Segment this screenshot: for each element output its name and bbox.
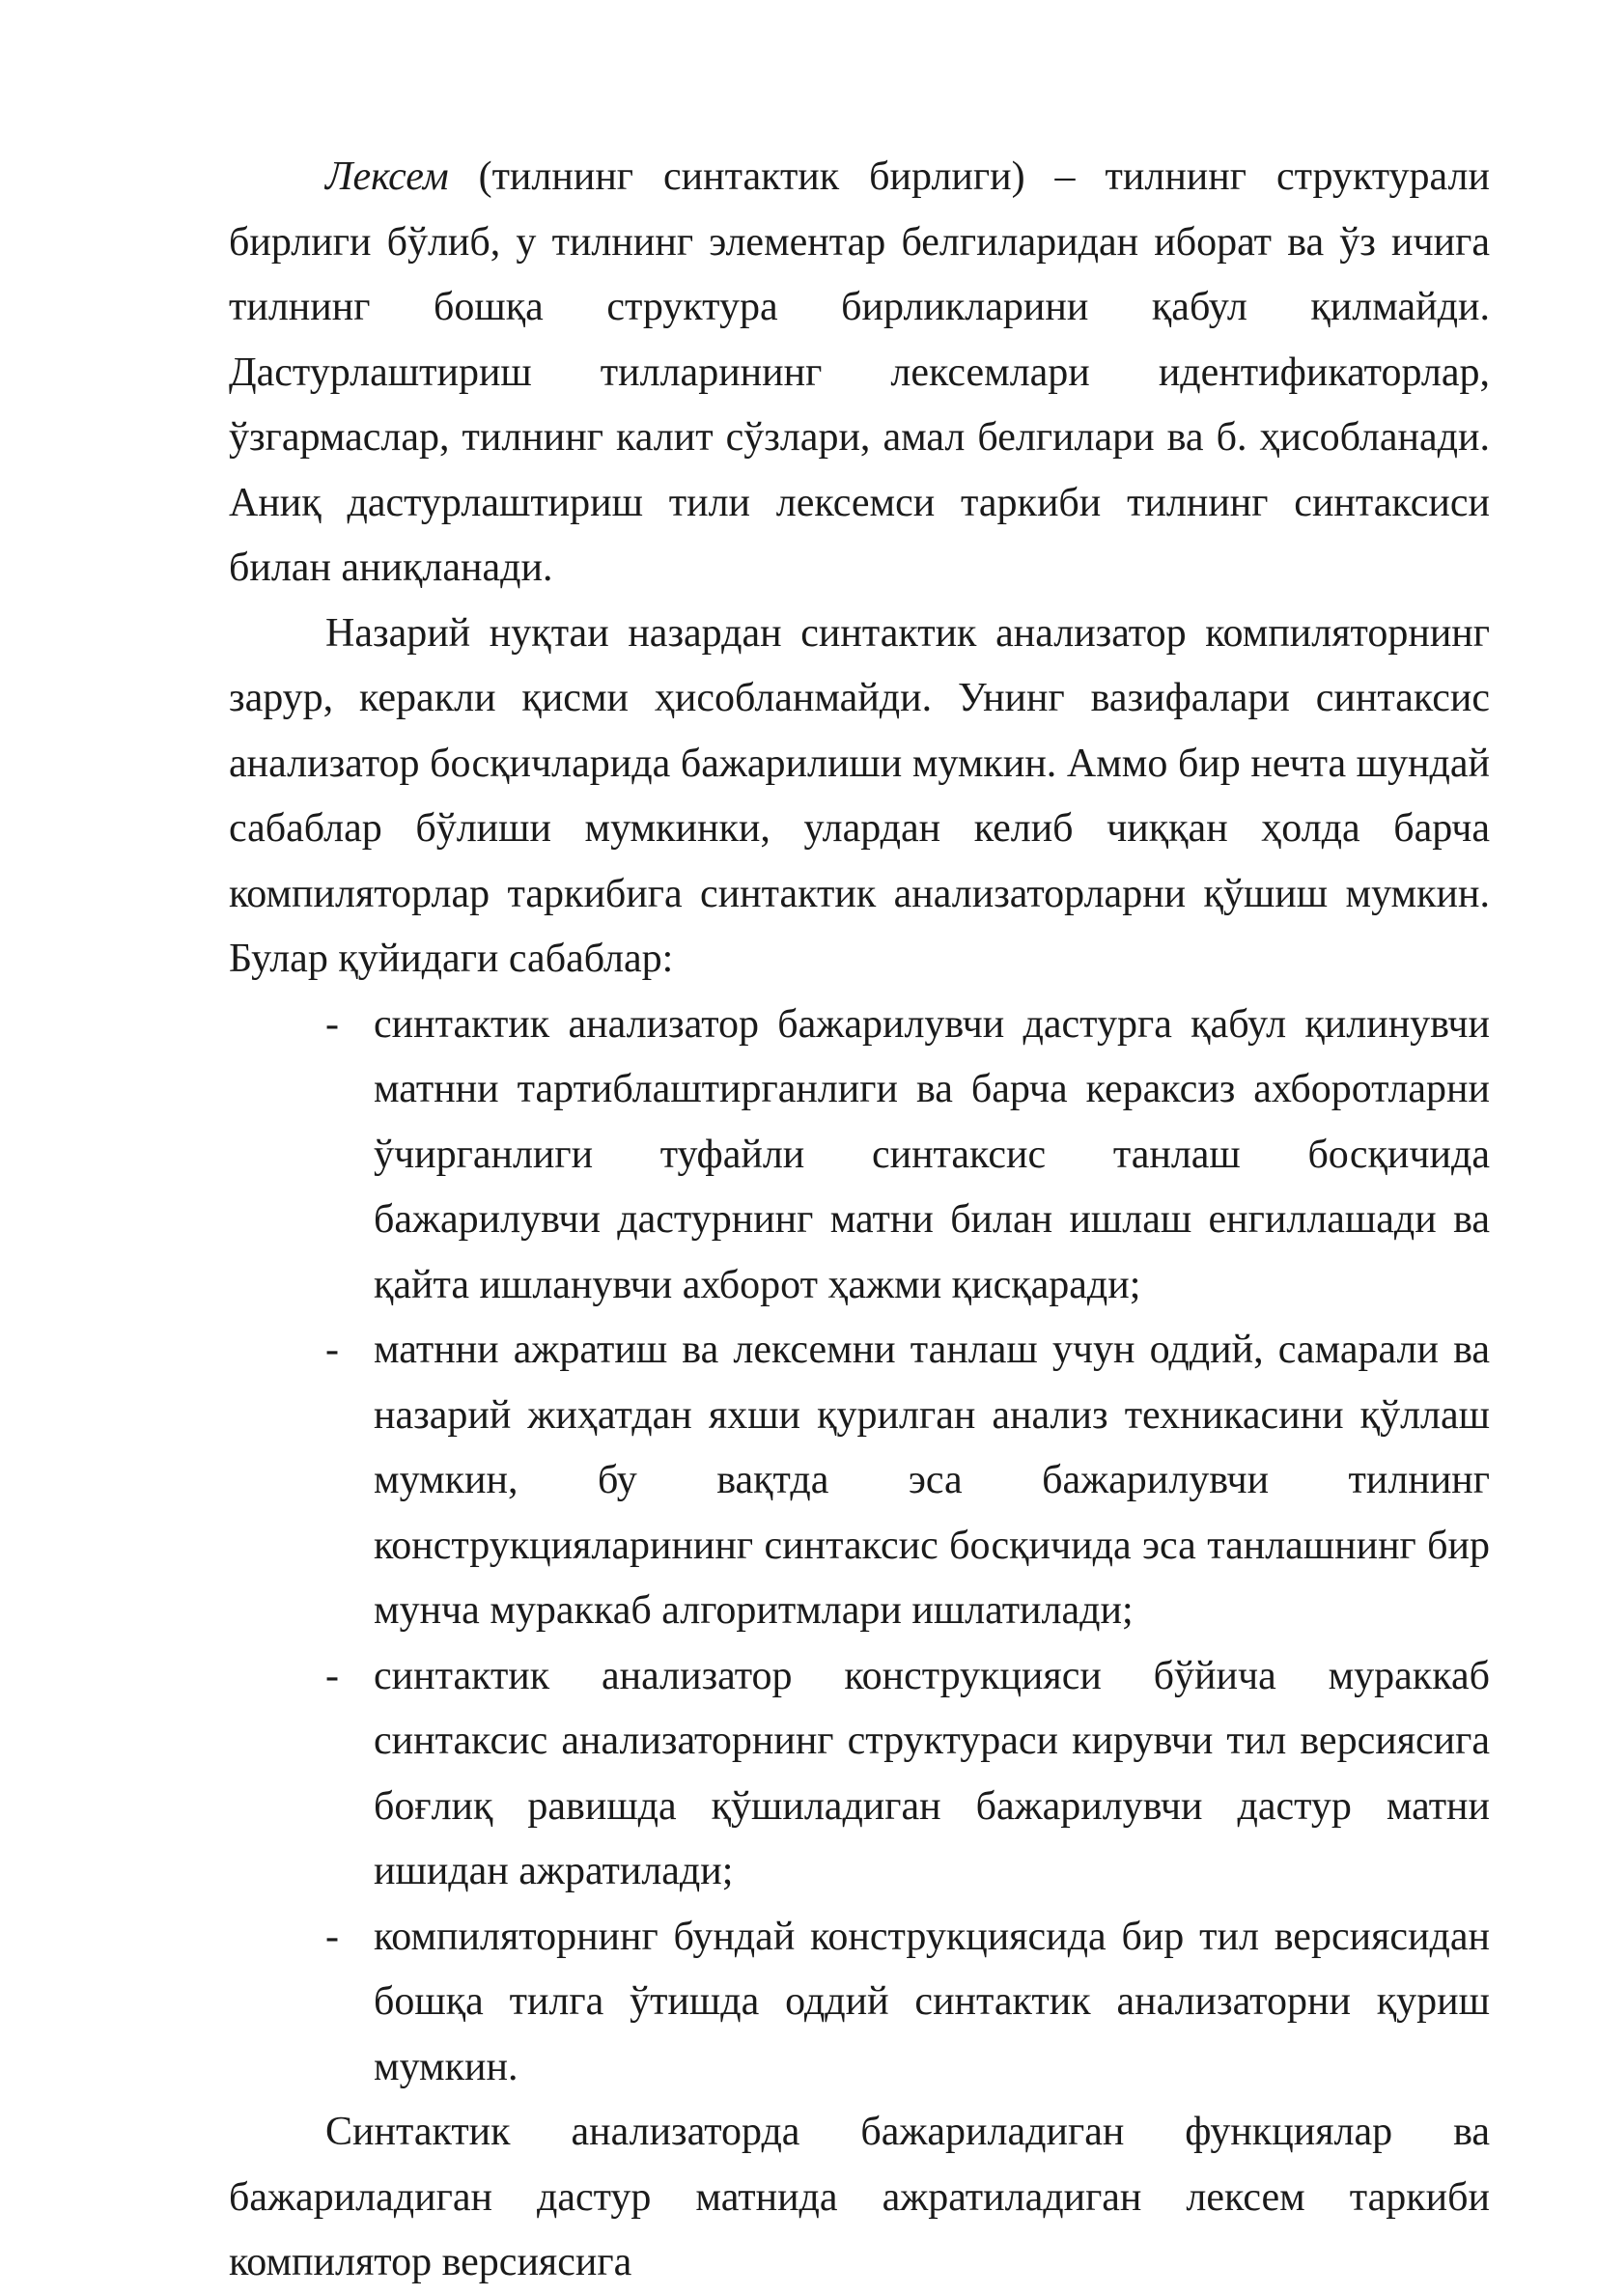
list-item-text: матнни ажратиш ва лексемни танлаш учун оддий, самарали ва назарий жиҳатдан яхши қурилган анализ техникасини қўллаш мумкин, бу вақтда эса бажарилувчи тилнинг конструкцияларининг синтаксис босқичида эса танлашнинг бир мунча мураккаб алгоритмлари ишлатилади; bbox=[374, 1328, 1490, 1633]
list-item-text: синтактик анализатор конструкцияси бўйича мураккаб синтаксис анализаторнинг структураси кирувчи тил версиясига боғлиқ равишда қўшиладиган бажарилувчи дастур матни ишидан ажратилади; bbox=[374, 1653, 1490, 1893]
list-item-text: компиляторнинг бундай конструкциясида бир тил версиясидан бошқа тилга ўтишда оддий синтактик анализаторни қуриш мумкин. bbox=[374, 1914, 1490, 2089]
document-body bbox=[229, 145, 1490, 2296]
list-item bbox=[229, 1318, 1490, 1644]
paragraph-lexeme-text: (тилнинг синтактик бирлиги) – тилнинг структурали бирлиги бўлиб, у тилнинг элементар белгиларидан иборат ва ўз ичига тилнинг бошқа структура бирликларини қабул қилмайди. Дастурлаштириш тилларининг лексемлари идентификаторлар, ўзгармаслар, тилнинг калит сўзлари, амал белгилари ва б. ҳисобланади. Аниқ дастурлаштириш тили лексемси таркиби тилнинг синтаксиси билан аниқланади. bbox=[229, 154, 1490, 590]
paragraph-functions: Синтактик анализаторда бажариладиган функциялар ва бажариладиган дастур матнида ажратиладиган лексем таркиби компилятор версиясига bbox=[229, 2110, 1490, 2284]
list-marker: - bbox=[325, 1001, 339, 1047]
paragraph-theory: Назарий нуқтаи назардан синтактик анализатор компиляторнинг зарур, керакли қисми ҳисобланмайди. Унинг вазифалари синтаксис анализатор босқичларида бажарилиши мумкин. Аммо бир нечта шундай сабаблар бўлиши мумкинки, улардан келиб чиққан ҳолда барча компиляторлар таркибига синтактик анализаторларни қўшиш мумкин. Булар қуйидаги сабаблар: bbox=[229, 610, 1490, 981]
list-marker: - bbox=[325, 1653, 339, 1698]
list-marker: - bbox=[325, 1914, 339, 1959]
list-item bbox=[229, 1905, 1490, 2101]
reasons-list bbox=[229, 993, 1490, 2101]
list-marker: - bbox=[325, 1328, 339, 1372]
list-item-text: синтактик анализатор бажарилувчи дастурга қабул қилинувчи матнни тартиблаштирганлиги ва барча кераксиз ахборотларни ўчирганлиги туфайли синтаксис танлаш босқичида бажарилувчи дастурнинг матни билан ишлаш енгиллашади ва қайта ишланувчи ахборот ҳажми қисқаради; bbox=[374, 1001, 1490, 1307]
term-lexeme: Лексем bbox=[325, 154, 449, 199]
list-item bbox=[229, 1644, 1490, 1905]
paragraph-lexeme-definition bbox=[229, 145, 1490, 602]
list-item bbox=[229, 993, 1490, 1319]
